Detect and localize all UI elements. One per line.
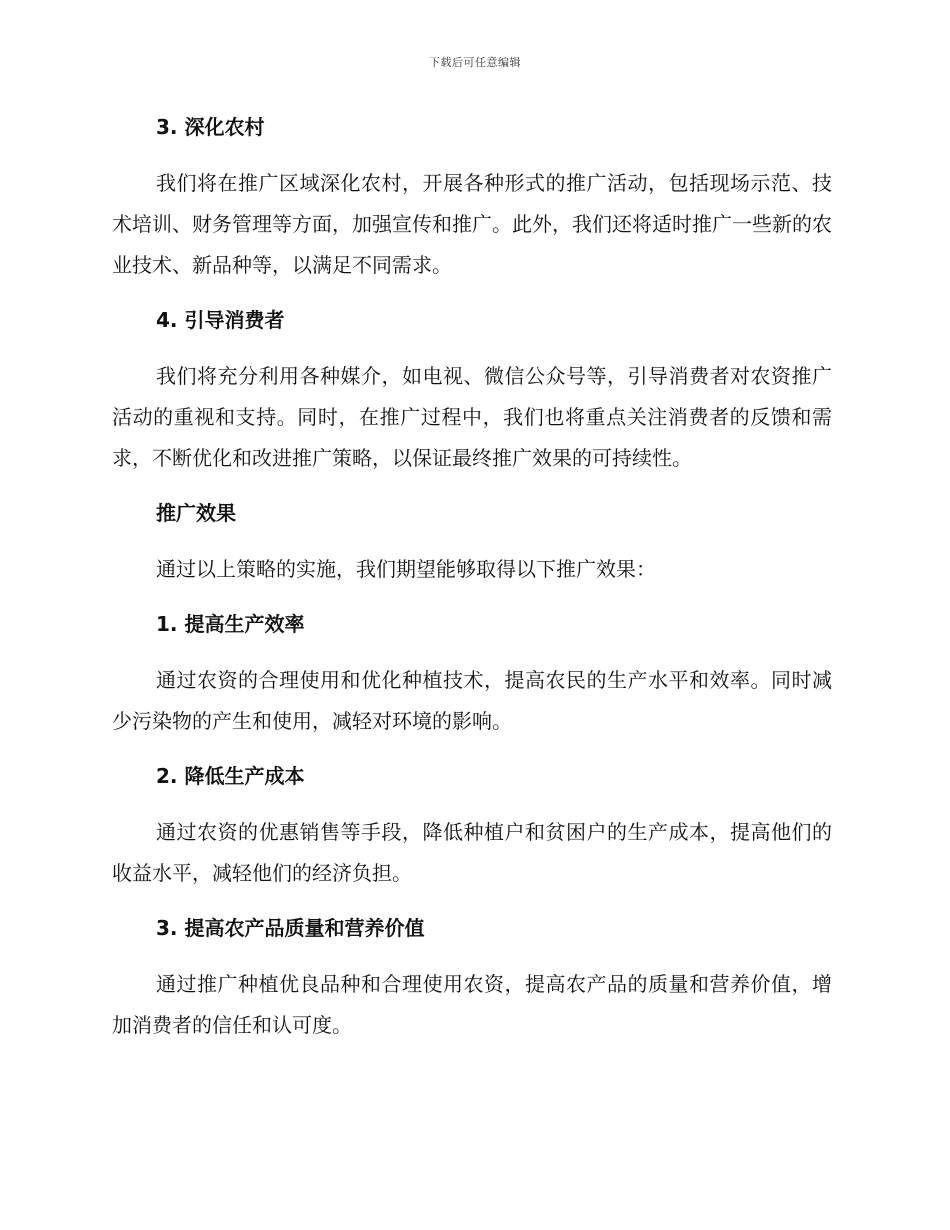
body-paragraph: 通过以上策略的实施，我们期望能够取得以下推广效果： xyxy=(156,557,656,581)
section-heading: 推广效果 xyxy=(156,501,236,525)
section-heading: 4. 引导消费者 xyxy=(156,308,285,332)
body-paragraph: 通过农资的合理使用和优化种植技术，提高农民的生产水平和效率。同时减少污染物的产生和使用，减轻对环境的影响。 xyxy=(112,668,832,733)
page-header: 下载后可任意编辑 xyxy=(429,56,521,69)
body-paragraph: 通过农资的优惠销售等手段，降低种植户和贫困户的生产成本，提高他们的收益水平，减轻他们的经济负担。 xyxy=(112,820,832,885)
section-heading: 2. 降低生产成本 xyxy=(156,764,305,788)
section-heading: 3. 提高农产品质量和营养价值 xyxy=(156,916,425,940)
body-paragraph: 通过推广种植优良品种和合理使用农资，提高农产品的质量和营养价值，增加消费者的信任和认可度。 xyxy=(112,972,832,1037)
section-heading: 1. 提高生产效率 xyxy=(156,612,305,636)
body-paragraph: 我们将充分利用各种媒介，如电视、微信公众号等，引导消费者对农资推广活动的重视和支持。同时，在推广过程中，我们也将重点关注消费者的反馈和需求，不断优化和改进推广策略，以保证最终推广效果的可持续性。 xyxy=(112,364,832,470)
section-heading: 3. 深化农村 xyxy=(156,115,265,139)
document-body xyxy=(112,108,832,1061)
body-paragraph: 我们将在推广区域深化农村，开展各种形式的推广活动，包括现场示范、技术培训、财务管理等方面，加强宣传和推广。此外，我们还将适时推广一些新的农业技术、新品种等，以满足不同需求。 xyxy=(112,171,832,277)
